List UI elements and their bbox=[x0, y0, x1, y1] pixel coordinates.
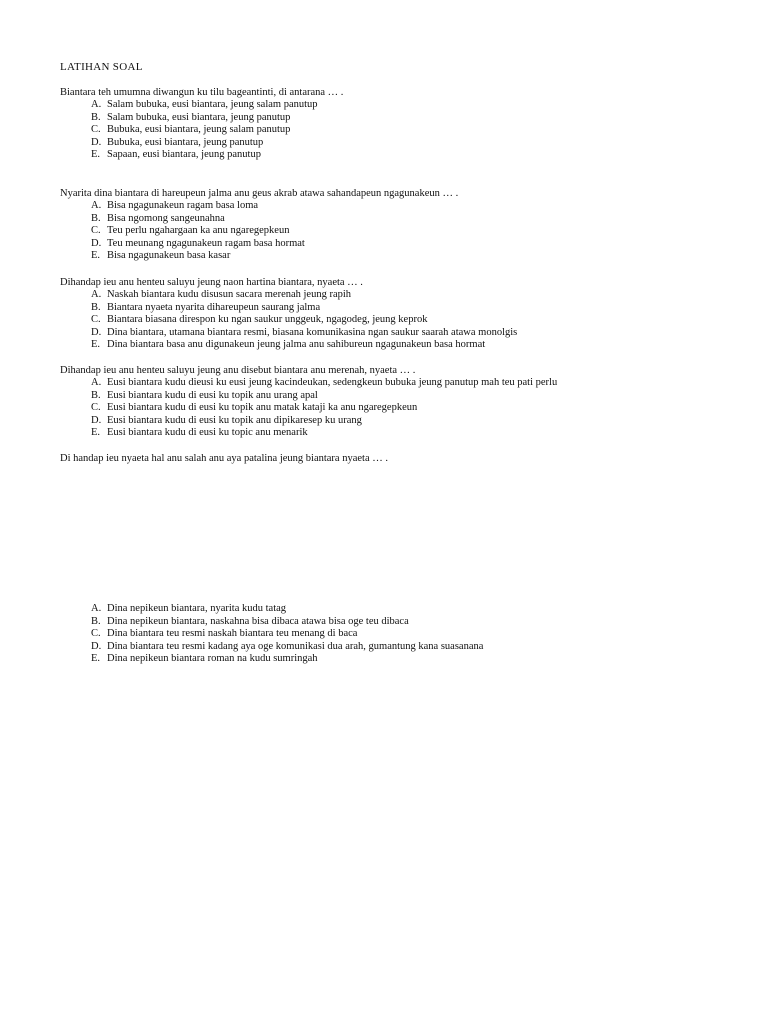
option-letter: D. bbox=[91, 237, 102, 249]
option-letter: E. bbox=[91, 653, 101, 664]
option-c bbox=[91, 314, 740, 327]
question-1 bbox=[60, 86, 740, 162]
option-b bbox=[91, 112, 740, 125]
option-a bbox=[91, 377, 740, 390]
option-letter: C. bbox=[91, 628, 101, 639]
option-letter: C. bbox=[91, 225, 101, 236]
question-stem: Dihandap ieu anu henteu saluyu jeung naon hartina biantara, nyaeta … . bbox=[60, 277, 363, 288]
question-stem: Nyarita dina biantara di hareupeun jalma anu geus akrab atawa sahandapeun ngagunakeun … . bbox=[60, 188, 459, 199]
option-a bbox=[91, 289, 740, 302]
option-b bbox=[91, 302, 740, 315]
option-b bbox=[91, 213, 740, 226]
option-text: Eusi biantara kudu dieusi ku eusi jeung kacindeukan, sedengkeun bubuka jeung panutup mah teu pati perlu bbox=[107, 377, 558, 388]
option-c bbox=[91, 124, 740, 137]
option-letter: B. bbox=[91, 212, 101, 224]
option-a bbox=[91, 603, 483, 616]
option-letter: A. bbox=[91, 200, 102, 211]
option-text: Sapaan, eusi biantara, jeung panutup bbox=[107, 149, 261, 160]
option-list bbox=[91, 377, 740, 440]
option-letter: B. bbox=[91, 615, 101, 627]
option-list bbox=[91, 99, 740, 162]
option-letter: A. bbox=[91, 289, 102, 300]
option-c bbox=[91, 225, 740, 238]
option-letter: B. bbox=[91, 389, 101, 401]
option-text: Bubuka, eusi biantara, jeung salam panutup bbox=[107, 124, 291, 135]
option-text: Dina biantara teu resmi naskah biantara teu menang di baca bbox=[107, 628, 358, 639]
question-stem: Biantara teh umumna diwangun ku tilu bageantinti, di antarana … . bbox=[60, 87, 344, 98]
question-5-options bbox=[91, 603, 483, 666]
option-d bbox=[91, 415, 740, 428]
option-text: Teu meunang ngagunakeun ragam basa hormat bbox=[107, 237, 305, 249]
option-text: Dina biantara basa anu digunakeun jeung jalma anu sahibureun ngagunakeun basa hormat bbox=[107, 339, 486, 350]
option-text: Eusi biantara kudu di eusi ku topik anu matak kataji ka anu ngaregepkeun bbox=[107, 402, 418, 413]
option-d bbox=[91, 327, 740, 340]
option-text: Eusi biantara kudu di eusi ku topik anu urang apal bbox=[107, 389, 318, 401]
option-text: Dina nepikeun biantara, naskahna bisa dibaca atawa bisa oge teu dibaca bbox=[107, 615, 409, 627]
option-text: Salam bubuka, eusi biantara, jeung salam panutup bbox=[107, 99, 318, 110]
option-letter: C. bbox=[91, 124, 101, 135]
option-a bbox=[91, 99, 740, 112]
option-a bbox=[91, 200, 740, 213]
option-letter: A. bbox=[91, 377, 102, 388]
option-d bbox=[91, 137, 740, 150]
question-stem: Dihandap ieu anu henteu saluyu jeung anu disebut biantara anu merenah, nyaeta … . bbox=[60, 365, 416, 376]
option-d bbox=[91, 238, 740, 251]
option-text: Naskah biantara kudu disusun sacara merenah jeung rapih bbox=[107, 289, 352, 300]
option-letter: E. bbox=[91, 250, 101, 261]
option-text: Eusi biantara kudu di eusi ku topic anu menarik bbox=[107, 427, 308, 438]
option-text: Bisa ngagunakeun basa kasar bbox=[107, 250, 231, 261]
option-text: Bubuka, eusi biantara, jeung panutup bbox=[107, 136, 264, 148]
option-d bbox=[91, 641, 483, 654]
option-text: Dina nepikeun biantara roman na kudu sumringah bbox=[107, 653, 318, 664]
question-3 bbox=[60, 276, 740, 352]
question-2 bbox=[60, 187, 740, 263]
option-text: Eusi biantara kudu di eusi ku topik anu dipikaresep ku urang bbox=[107, 414, 362, 426]
option-letter: D. bbox=[91, 326, 102, 338]
option-e bbox=[91, 339, 740, 352]
option-letter: A. bbox=[91, 603, 102, 614]
option-letter: D. bbox=[91, 414, 102, 426]
option-text: Bisa ngagunakeun ragam basa loma bbox=[107, 200, 259, 211]
option-letter: D. bbox=[91, 640, 102, 652]
option-text: Biantara biasana direspon ku ngan saukur unggeuk, ngagodeg, jeung keprok bbox=[107, 314, 428, 325]
option-text: Salam bubuka, eusi biantara, jeung panutup bbox=[107, 111, 291, 123]
option-e bbox=[91, 653, 483, 666]
question-5 bbox=[60, 452, 740, 465]
option-text: Dina biantara teu resmi kadang aya oge komunikasi dua arah, gumantung kana suasanana bbox=[107, 640, 484, 652]
option-text: Dina nepikeun biantara, nyarita kudu tatag bbox=[107, 603, 287, 614]
option-letter: B. bbox=[91, 111, 101, 123]
option-letter: E. bbox=[91, 149, 101, 160]
option-c bbox=[91, 628, 483, 641]
option-letter: C. bbox=[91, 402, 101, 413]
option-list bbox=[91, 200, 740, 263]
question-stem: Di handap ieu nyaeta hal anu salah anu aya patalina jeung biantara nyaeta … . bbox=[60, 453, 388, 464]
option-letter: E. bbox=[91, 427, 101, 438]
option-letter: A. bbox=[91, 99, 102, 110]
option-e bbox=[91, 149, 740, 162]
option-text: Teu perlu ngahargaan ka anu ngaregepkeun bbox=[107, 225, 290, 236]
option-list bbox=[91, 289, 740, 352]
option-list bbox=[91, 603, 483, 666]
option-b bbox=[91, 616, 483, 629]
option-letter: B. bbox=[91, 301, 101, 313]
option-c bbox=[91, 402, 740, 415]
page-title: LATIHAN SOAL bbox=[60, 61, 143, 73]
option-e bbox=[91, 250, 740, 263]
option-e bbox=[91, 427, 740, 440]
question-4 bbox=[60, 364, 740, 440]
option-letter: C. bbox=[91, 314, 101, 325]
option-letter: D. bbox=[91, 136, 102, 148]
option-b bbox=[91, 390, 740, 403]
option-text: Dina biantara, utamana biantara resmi, biasana komunikasina ngan saukur saarah atawa monolgis bbox=[107, 326, 518, 338]
option-letter: E. bbox=[91, 339, 101, 350]
option-text: Biantara nyaeta nyarita dihareupeun saurang jalma bbox=[107, 301, 321, 313]
option-text: Bisa ngomong sangeunahna bbox=[107, 212, 225, 224]
